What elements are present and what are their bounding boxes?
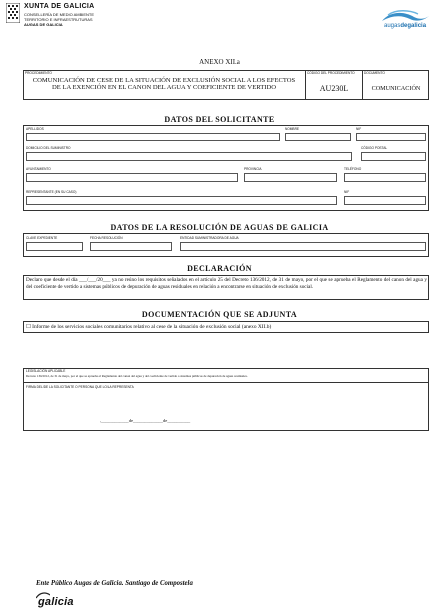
procedure-label: PROCEDIMIENTO xyxy=(25,71,52,75)
nif-label: NIF xyxy=(356,127,362,131)
fecha-resolucion-label: FECHA RESOLUCIÓN xyxy=(90,236,123,240)
entidad-label: ENTIDAD SUMINISTRADORA DE AGUA xyxy=(180,236,239,240)
codigo-postal-field[interactable] xyxy=(361,152,426,161)
org-line-2: CONSELLERÍA DE MEDIO AMBIENTE xyxy=(24,12,95,17)
legislacion-label: LEGISLACIÓN APLICABLE xyxy=(26,369,66,373)
galicia-wordmark: galicia xyxy=(38,596,74,608)
fecha-resolucion-field[interactable] xyxy=(90,242,172,251)
brand-augas: augas xyxy=(384,23,401,29)
nif-representante-field[interactable] xyxy=(344,196,426,205)
org-line-4: AUGAS DE GALICIA xyxy=(24,22,63,27)
clave-expediente-field[interactable] xyxy=(26,242,83,251)
nombre-label: NOMBRE xyxy=(285,127,299,131)
nif-field[interactable] xyxy=(356,133,426,141)
footer-entity: Ente Público Augas de Galicia. Santiago de Compostela xyxy=(36,580,193,587)
galicia-footer-logo xyxy=(30,592,100,612)
provincia-label: PROVINCIA xyxy=(244,167,262,171)
clave-expediente-label: CLAVE EXPEDIENTE xyxy=(26,236,58,240)
declaracion-text: Declaro que desde el día ___/___/20___ ya no reúno los requisitos señalados en el artículo 25 del Decreto 136/2012, de 31 de mayo, por el que se aprueba el Reglamento del canon del agua y del coeficiente de vertido a sistemas públicos de depuración de aguas residuales en relación a encontrarse en situación de exclusión social. xyxy=(26,277,427,290)
telefono-field[interactable] xyxy=(344,173,426,182)
legislacion-text: Decreto 136/2012, de 31 de mayo, por el que se aprueba el Reglamento del canon del agua y del coeficiente de vertido a sistemas públicos de depuración de aguas residuales. xyxy=(26,375,248,378)
resolucion-title: DATOS DE LA RESOLUCIÓN DE AGUAS DE GALICIA xyxy=(110,223,329,232)
augas-de-galicia-logo xyxy=(376,9,432,33)
org-line-3: TERRITORIO E INFRAESTRUTURAS xyxy=(24,17,93,22)
document-label: DOCUMENTO xyxy=(364,71,385,75)
representante-field[interactable] xyxy=(26,196,337,205)
ayuntamiento-label: AYUNTAMIENTO xyxy=(26,167,51,171)
xunta-crest-icon xyxy=(6,3,20,23)
provincia-field[interactable] xyxy=(244,173,337,182)
documentacion-item[interactable]: ☐ Informe de los servicios sociales comunitarios relativo al cese de la situación de exclusión social (anexo XII.b) xyxy=(26,324,272,330)
declaracion-title: DECLARACIÓN xyxy=(187,264,252,273)
procedure-name: COMUNICACIÓN DE CESE DE LA SITUACIÓN DE EXCLUSIÓN SOCIAL A LOS EFECTOS DE LA EXENCIÓN EN EL CANON DEL AGUA Y COEFICIENTE DE VERTIDO xyxy=(32,77,296,92)
xunta-logo xyxy=(6,3,20,23)
document-type: COMUNICACIÓN xyxy=(371,85,421,92)
domicilio-field[interactable] xyxy=(26,152,352,161)
apellidos-field[interactable] xyxy=(26,133,280,141)
ayuntamiento-field[interactable] xyxy=(26,173,238,182)
procedure-code-label: CÓDIGO DEL PROCEDIMIENTO xyxy=(307,71,355,75)
nif-representante-label: NIF xyxy=(344,190,350,194)
solicitante-title: DATOS DEL SOLICITANTE xyxy=(164,115,275,124)
legislacion-divider xyxy=(23,382,429,383)
documentacion-title: DOCUMENTACIÓN QUE SE ADJUNTA xyxy=(141,310,298,319)
codigo-postal-label: CÓDIGO POSTAL xyxy=(361,146,388,150)
entidad-field[interactable] xyxy=(180,242,426,251)
nombre-field[interactable] xyxy=(285,133,351,141)
org-line-1: XUNTA DE GALICIA xyxy=(24,3,95,10)
brand-degalicia: degalicia xyxy=(400,23,427,29)
firma-label: FIRMA DEL/DE LA SOLICITANTE O PERSONA QUE LO/LA REPRESENTA xyxy=(26,385,134,389)
firma-fecha-line[interactable]: ,____________de_____________de__________ xyxy=(100,418,191,423)
apellidos-label: APELLIDOS xyxy=(26,127,44,131)
procedure-code: AU230L xyxy=(319,84,349,93)
telefono-label: TELÉFONO xyxy=(344,167,362,171)
domicilio-label: DOMICILIO DEL SUMINISTRO xyxy=(26,146,71,150)
annex-title: ANEXO XII.a xyxy=(199,58,240,66)
representante-label: REPRESENTANTE (EN SU CASO) xyxy=(26,190,77,194)
water-wave-icon xyxy=(376,9,432,23)
